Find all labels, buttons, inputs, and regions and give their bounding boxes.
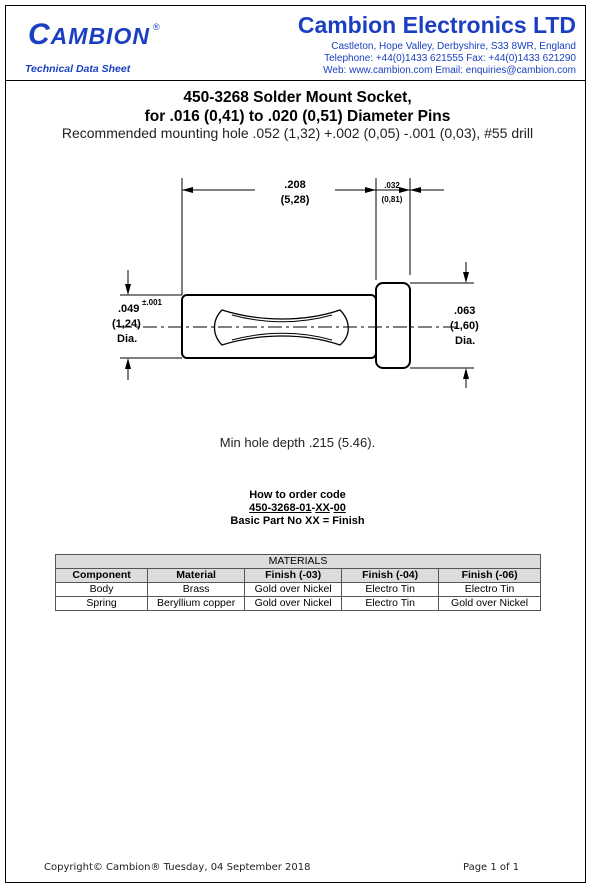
- table-row: [56, 597, 541, 611]
- head-dia-mm-label: (1,60): [450, 320, 479, 332]
- socket-dimension-drawing: [90, 170, 490, 390]
- column-header: Finish (-06): [439, 569, 541, 583]
- table-cell: Electro Tin: [439, 583, 541, 597]
- head-width-mm-label: (0,81): [381, 195, 403, 204]
- table-cell: Body: [56, 583, 148, 597]
- length-inch-label: .208: [284, 179, 306, 191]
- order-code-separator: -: [311, 502, 316, 514]
- order-code-base: 450-3268-01: [249, 502, 312, 514]
- copyright-footer: Copyright© Cambion® Tuesday, 04 September 2018: [44, 862, 311, 873]
- logo-initial: C: [28, 18, 51, 51]
- hole-depth-note: Min hole depth .215 (5.46).: [219, 435, 376, 450]
- column-header: Component: [56, 569, 148, 583]
- logo-text: AMBION: [50, 23, 150, 49]
- cambion-logo: [28, 18, 161, 52]
- company-address: Castleton, Hope Valley, Derbyshire, S33 8WR, England: [331, 41, 576, 52]
- company-phone: Telephone: +44(0)1433 621555 Fax: +44(0)1433 621290: [324, 53, 576, 64]
- logo-registered-mark: ®: [152, 22, 161, 32]
- column-header: Finish (-03): [245, 569, 342, 583]
- page-number: Page 1 of 1: [463, 862, 520, 873]
- order-code-finish: XX: [315, 502, 330, 514]
- head-dia-suffix: Dia.: [455, 335, 476, 347]
- product-subtitle: for .016 (0,41) to .020 (0,51) Diameter Pins: [144, 108, 451, 125]
- company-name: Cambion Electronics LTD: [297, 12, 576, 38]
- materials-table: [55, 554, 541, 611]
- column-header: Finish (-04): [342, 569, 439, 583]
- order-code-title: How to order code: [249, 489, 346, 501]
- table-cell: Gold over Nickel: [245, 583, 342, 597]
- order-code: [0, 502, 595, 515]
- order-code-suffix: 00: [333, 502, 346, 514]
- body-dia-suffix: Dia.: [117, 333, 138, 345]
- body-dia-tolerance-label: ±.001: [142, 298, 162, 307]
- column-header: Material: [148, 569, 245, 583]
- header-divider: [5, 80, 586, 81]
- table-cell: Brass: [148, 583, 245, 597]
- head-dia-inch-label: .063: [454, 305, 476, 317]
- order-code-legend: Basic Part No XX = Finish: [230, 515, 365, 527]
- doc-type-label: Technical Data Sheet: [25, 63, 131, 75]
- mounting-hole-spec: Recommended mounting hole .052 (1,32) +.002 (0,05) -.001 (0,03), #55 drill: [61, 125, 534, 141]
- table-cell: Beryllium copper: [148, 597, 245, 611]
- company-web: Web: www.cambion.com Email: enquiries@cambion.com: [323, 65, 576, 76]
- table-cell: Gold over Nickel: [245, 597, 342, 611]
- body-dia-mm-label: (1,24): [112, 318, 141, 330]
- head-width-inch-label: .032: [384, 181, 400, 190]
- product-title: 450-3268 Solder Mount Socket,: [183, 89, 412, 106]
- table-cell: Electro Tin: [342, 597, 439, 611]
- table-row: [56, 583, 541, 597]
- table-cell: Electro Tin: [342, 583, 439, 597]
- body-dia-inch-label: .049: [118, 303, 140, 315]
- order-code-block: [0, 489, 595, 528]
- order-code-separator: -: [329, 502, 334, 514]
- materials-caption: MATERIALS: [56, 555, 541, 569]
- table-cell: Spring: [56, 597, 148, 611]
- length-mm-label: (5,28): [280, 194, 310, 206]
- table-cell: Gold over Nickel: [439, 597, 541, 611]
